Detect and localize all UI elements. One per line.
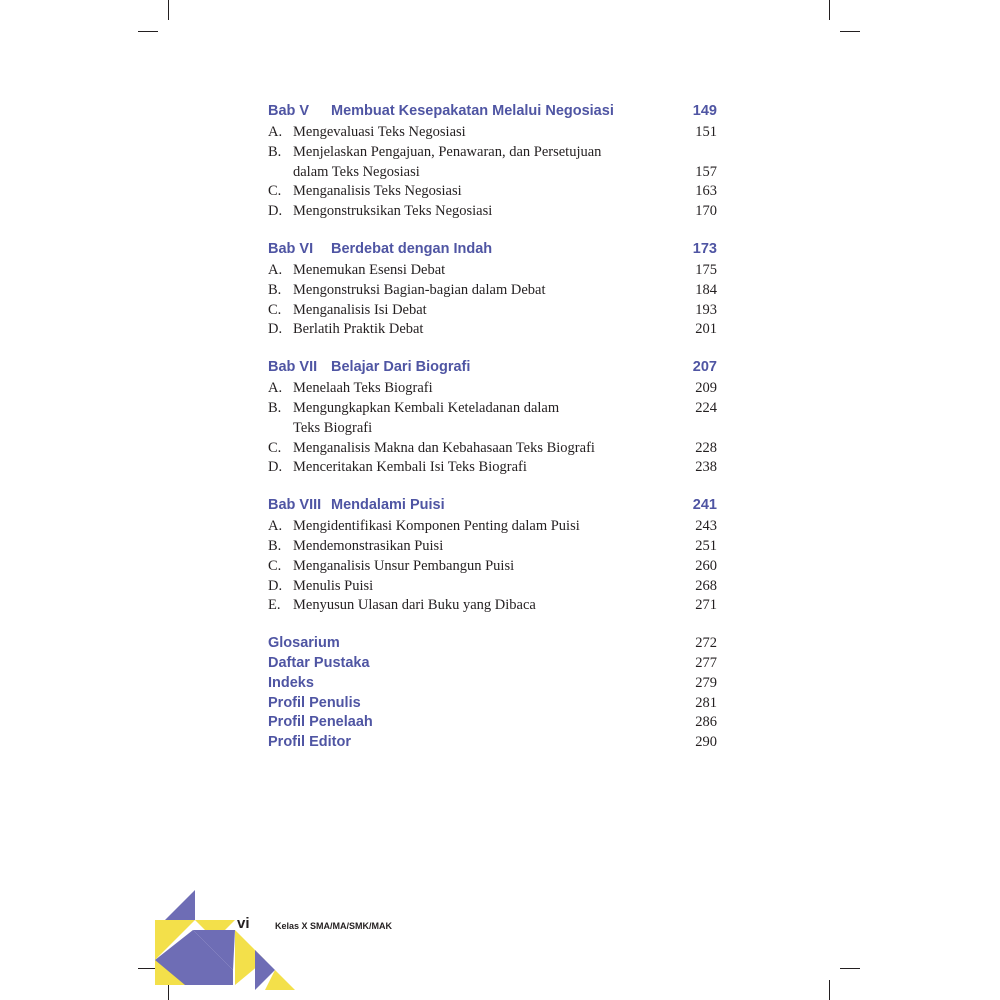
back-matter-label: Profil Penulis	[268, 694, 361, 711]
toc-entry[interactable]	[268, 182, 717, 202]
chapter-heading[interactable]	[268, 103, 717, 123]
crop-mark	[840, 968, 860, 969]
entry-letter: C.	[268, 301, 282, 318]
chapter-page: 173	[692, 240, 717, 257]
back-matter-item[interactable]	[268, 635, 717, 655]
back-matter-item[interactable]	[268, 734, 717, 754]
back-matter-item[interactable]	[268, 675, 717, 695]
entry-letter: A.	[268, 124, 283, 140]
crop-mark	[840, 31, 860, 32]
crop-mark	[168, 0, 169, 20]
entry-page: 209	[695, 380, 717, 397]
entry-title: dalam Teks Negosiasi	[293, 163, 420, 180]
entry-page: 243	[695, 518, 717, 535]
back-matter-page: 286	[695, 714, 717, 731]
chapter-number: Bab VIII	[268, 497, 322, 514]
toc-entry[interactable]	[268, 596, 717, 616]
entry-title: Berlatih Praktik Debat	[293, 321, 424, 338]
back-matter-page: 277	[695, 654, 717, 671]
toc-entry[interactable]	[268, 320, 717, 340]
chapter-6	[268, 241, 717, 340]
toc-entry[interactable]	[268, 261, 717, 281]
entry-page: 260	[695, 557, 717, 574]
back-matter-label: Indeks	[268, 674, 314, 691]
chapter-page: 149	[692, 103, 717, 119]
entry-letter: E.	[268, 597, 281, 614]
chapter-7	[268, 359, 717, 478]
entry-title: Menganalisis Isi Debat	[293, 301, 427, 318]
chapter-8	[268, 497, 717, 616]
entry-letter: D.	[268, 203, 283, 220]
crop-mark	[829, 980, 830, 1000]
back-matter-label: Profil Penelaah	[268, 714, 373, 731]
entry-page: 271	[695, 597, 717, 614]
chapter-heading[interactable]	[268, 497, 717, 517]
entry-letter: D.	[268, 459, 283, 476]
chapter-heading[interactable]	[268, 241, 717, 261]
entry-title: Menganalisis Makna dan Kebahasaan Teks Biografi	[293, 439, 595, 456]
entry-title: Mengungkapkan Kembali Keteladanan dalam	[293, 399, 560, 416]
toc-entry[interactable]	[268, 517, 717, 537]
back-matter-item[interactable]	[268, 714, 717, 734]
chapter-title: Mendalami Puisi	[331, 497, 445, 514]
entry-title: Mendemonstrasikan Puisi	[293, 537, 444, 554]
entry-title: Menulis Puisi	[293, 577, 374, 594]
back-matter-label: Daftar Pustaka	[268, 654, 370, 671]
back-matter-label: Glosarium	[268, 635, 340, 652]
back-matter-item[interactable]	[268, 695, 717, 715]
entry-letter: A.	[268, 261, 283, 278]
entry-title: Menyusun Ulasan dari Buku yang Dibaca	[293, 597, 536, 614]
entry-letter: A.	[268, 518, 283, 535]
toc-entry[interactable]	[268, 202, 717, 222]
entry-page: 170	[695, 203, 717, 220]
entry-letter: B.	[268, 143, 282, 160]
back-matter-item[interactable]	[268, 655, 717, 675]
entry-title: Menemukan Esensi Debat	[293, 261, 446, 278]
entry-title: Mengidentifikasi Komponen Penting dalam Puisi	[293, 518, 580, 535]
chapter-title: Membuat Kesepakatan Melalui Negosiasi	[331, 103, 614, 119]
chapter-number: Bab V	[268, 103, 310, 119]
chapter-page: 241	[692, 497, 717, 514]
entry-title: Menganalisis Teks Negosiasi	[293, 183, 462, 200]
entry-title: Menceritakan Kembali Isi Teks Biografi	[293, 459, 527, 476]
entry-letter: D.	[268, 321, 283, 338]
entry-page: 163	[695, 183, 717, 200]
entry-page: 228	[695, 439, 717, 456]
chapter-number: Bab VII	[268, 359, 318, 376]
back-matter-page: 281	[695, 694, 717, 711]
entry-title: Mengonstruksi Bagian-bagian dalam Debat	[293, 281, 546, 298]
toc-entry[interactable]	[268, 399, 717, 419]
entry-title: Menjelaskan Pengajuan, Penawaran, dan Persetujuan	[293, 143, 602, 160]
deco-purple-triangle	[165, 890, 195, 920]
back-matter-page: 290	[695, 734, 717, 751]
chapter-number: Bab VI	[268, 240, 314, 257]
chapter-page: 207	[692, 359, 717, 376]
crop-mark	[829, 0, 830, 20]
entry-page: 238	[695, 459, 717, 476]
entry-letter: A.	[268, 380, 283, 397]
toc-entry[interactable]	[268, 281, 717, 301]
entry-letter: B.	[268, 537, 282, 554]
geometric-decoration	[155, 890, 305, 990]
toc-entry[interactable]	[268, 557, 717, 577]
toc-entry[interactable]	[268, 577, 717, 597]
entry-letter: C.	[268, 439, 282, 456]
entry-page: 184	[695, 281, 717, 298]
entry-letter: D.	[268, 577, 283, 594]
toc-entry[interactable]	[268, 143, 717, 163]
entry-page: 201	[695, 321, 717, 338]
entry-page: 193	[695, 301, 717, 318]
chapter-title: Belajar Dari Biografi	[331, 359, 471, 376]
entry-title: Menganalisis Unsur Pembangun Puisi	[293, 557, 515, 574]
back-matter-page: 272	[695, 635, 717, 652]
crop-mark	[138, 31, 158, 32]
toc-entry[interactable]	[268, 419, 717, 439]
chapter-5	[268, 103, 717, 222]
entry-letter: C.	[268, 557, 282, 574]
entry-title: Mengonstruksikan Teks Negosiasi	[293, 203, 493, 220]
entry-letter: C.	[268, 183, 282, 200]
toc-entry[interactable]	[268, 439, 717, 459]
toc-entry[interactable]	[268, 123, 717, 143]
toc-entry[interactable]	[268, 379, 717, 399]
entry-title: Teks Biografi	[293, 419, 373, 436]
toc-entry[interactable]	[268, 537, 717, 557]
table-of-contents	[268, 103, 717, 754]
entry-page: 157	[695, 163, 717, 180]
entry-letter: B.	[268, 399, 282, 416]
toc-entry[interactable]	[268, 458, 717, 478]
entry-page: 175	[695, 261, 717, 278]
back-matter-page: 279	[695, 674, 717, 691]
entry-title: Mengevaluasi Teks Negosiasi	[293, 124, 466, 140]
entry-page: 268	[695, 577, 717, 594]
back-matter-label: Profil Editor	[268, 734, 351, 751]
entry-page: 224	[695, 399, 717, 416]
chapter-title: Berdebat dengan Indah	[331, 240, 493, 257]
chapter-heading[interactable]	[268, 359, 717, 379]
entry-title: Menelaah Teks Biografi	[293, 380, 433, 397]
toc-entry[interactable]	[268, 163, 717, 183]
entry-page: 151	[695, 124, 717, 140]
entry-letter: B.	[268, 281, 282, 298]
toc-entry[interactable]	[268, 301, 717, 321]
entry-page: 251	[695, 537, 717, 554]
page-number: vi	[237, 915, 250, 932]
book-label: Kelas X SMA/MA/SMK/MAK	[275, 921, 393, 931]
back-matter	[268, 635, 717, 754]
